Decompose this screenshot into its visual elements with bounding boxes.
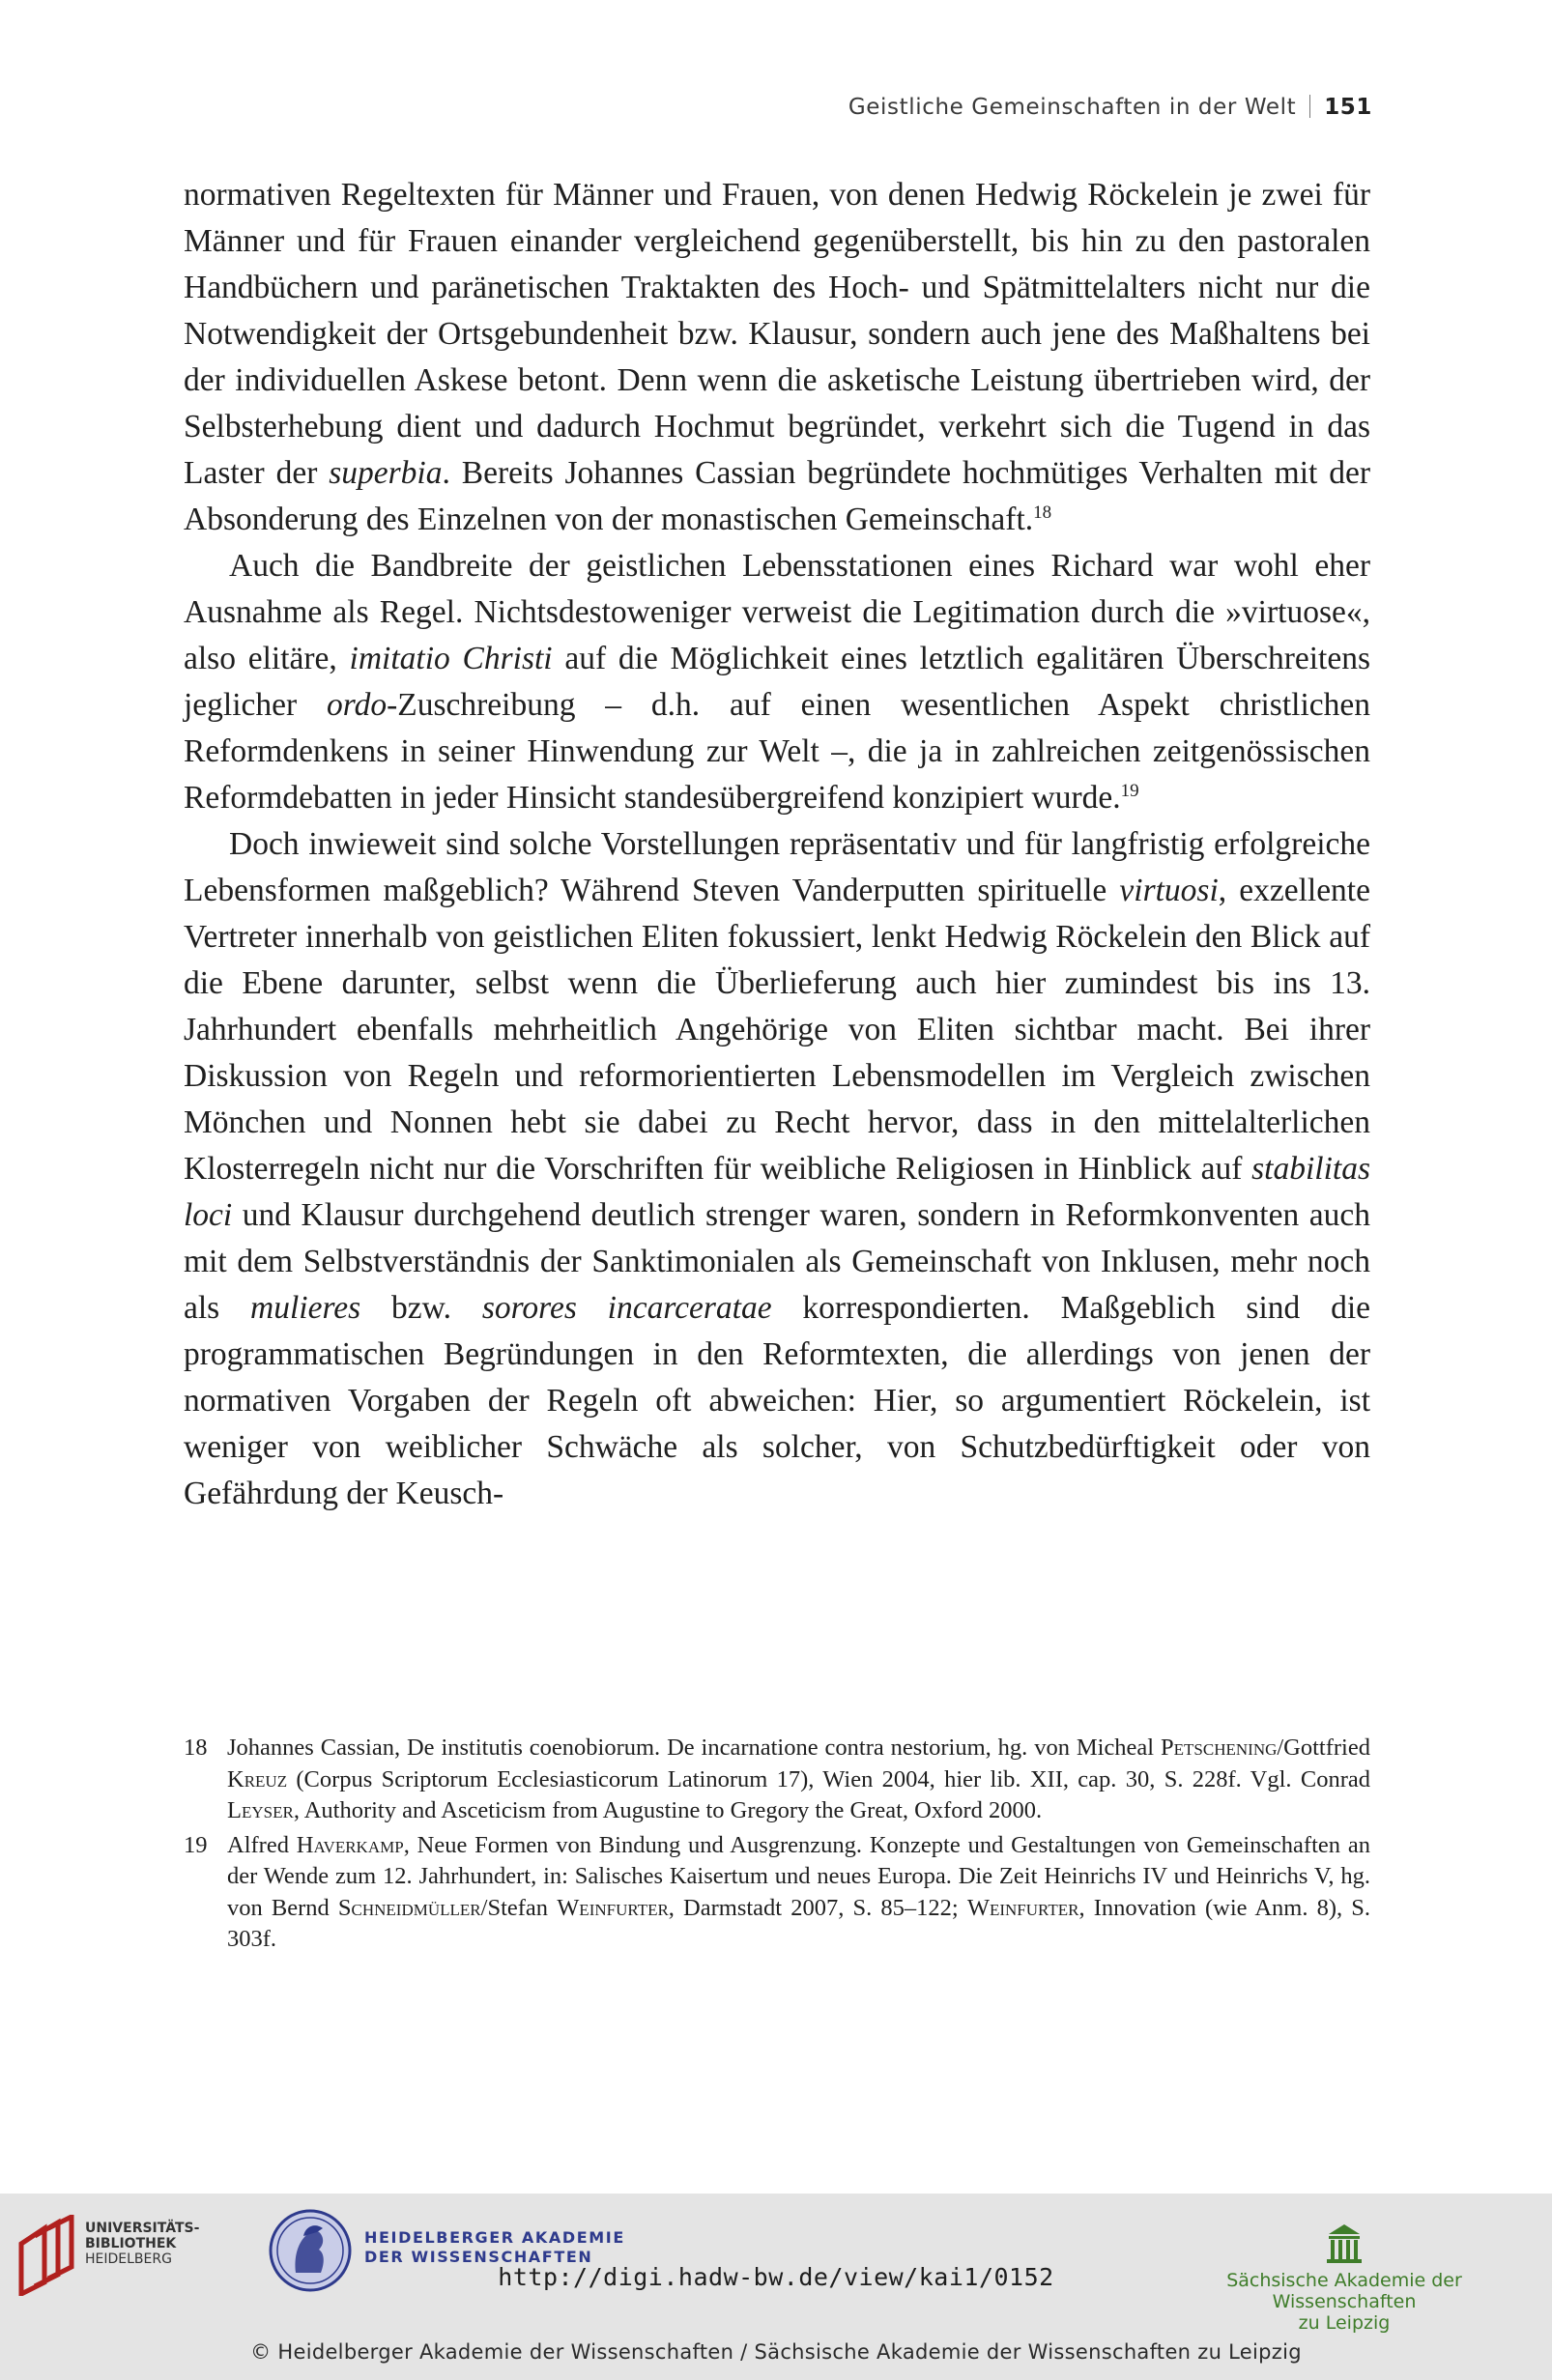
footnote-number: 19 (184, 1831, 208, 1858)
italic-term: stabilitas loci (184, 1151, 1370, 1233)
hadw-logo-text (364, 2228, 625, 2267)
italic-term: superbia (329, 455, 443, 491)
saw-building-icon (1325, 2221, 1364, 2265)
permalink-url[interactable]: http://digi.hadw-bw.de/view/kai1/0152 (498, 2263, 1054, 2291)
text-run: bzw. (360, 1290, 482, 1326)
running-title: Geistliche Gemeinschaften in der Welt (848, 95, 1297, 120)
footnote-18 (184, 1733, 1370, 1827)
text-run: auf die Möglichkeit eines letztlich egalitären Überschreitens jeglicher (184, 641, 1371, 723)
ub-line-2: BIBLIOTHEK (85, 2236, 177, 2251)
header-separator (1309, 95, 1310, 118)
author-name: Kreuz (227, 1765, 288, 1792)
text-run: normativen Regeltexten für Männer und Frauen, von denen Hedwig Röckelein je zwei für Männer und für Frauen einander vergleichend gegenüberstellt, bis hin zu den pastoralen Handbüchern und paränetischen Traktakten des Hoch- und Spätmittelalters nicht nur die Notwendigkeit der Ortsgebundenheit bzw. Klausur, sondern auch jene des Maßhaltens bei der individuellen Askese betont. Denn wenn die asketische Leistung übertrieben wird, der Selbsterhebung dient und dadurch Hochmut begründet, verkehrt sich die Tugend in das Laster der (184, 177, 1370, 491)
running-header (848, 95, 1372, 120)
footnotes (184, 1733, 1370, 1959)
paragraph-1 (184, 172, 1370, 543)
italic-term: imitatio Christi (349, 641, 553, 676)
text-run: /Gottfried (1277, 1735, 1370, 1761)
text-run: korrespondierten. Maßgeblich sind die programmatischen Begründungen in den Reformtexten, die allerdings von jenen der normativen Vorgaben der Regeln oft abweichen: Hier, so argumentiert Röckelein, ist weniger von weiblicher Schwäche als solcher, von Schutzbedürftigkeit oder von Gefährdung der Keusch- (184, 1290, 1371, 1511)
italic-term: virtuosi (1119, 873, 1219, 908)
footnote-19 (184, 1830, 1370, 1956)
text-run: und Klausur durchgehend deutlich strenger waren, sondern in Reformkonventen auch mit dem Selbstverständnis der Sanktimonialen als Gemeinschaft von Inklusen, mehr noch als (184, 1197, 1370, 1326)
text-run: (Corpus Scriptorum Ecclesiasticorum Latinorum 17), Wien 2004, hier lib. XII, cap. 30, S. 228f. Vgl. Conrad (287, 1765, 1370, 1792)
page-number: 151 (1324, 95, 1372, 120)
ub-line-3: HEIDELBERG (85, 2251, 172, 2267)
text-run: , Darmstadt 2007, S. 85–122; (668, 1894, 967, 1921)
paragraph-3 (184, 821, 1370, 1517)
footnote-number: 18 (184, 1735, 208, 1761)
text-run: , Authority and Asceticism from Augustine to Gregory the Great, Oxford 2000. (293, 1797, 1043, 1823)
text-run: -Zuschreibung – d.h. auf einen wesentlichen Aspekt christlichen Reformdenkens in seiner Hinwendung zur Welt –, die ja in zahlreichen zeitgenössischen Reformdebatten in jeder Hinsicht standesübergreifend konzipiert wurde. (184, 687, 1370, 816)
author-name: Leyser (227, 1797, 294, 1823)
text-run: Auch die Bandbreite der geistlichen Lebensstationen eines Richard war wohl eher Ausnahme als Regel. Nichtsdestoweniger verweist die Legitimation durch die »virtuose«, also elitäre, (184, 548, 1370, 676)
author-name: Schneidmüller (337, 1894, 481, 1921)
hadw-line-2: DER WISSENSCHAFTEN (364, 2248, 593, 2266)
ub-line-1: UNIVERSITÄTS- (85, 2221, 200, 2236)
author-name: Weinfurter (557, 1894, 669, 1921)
italic-term: ordo (327, 687, 388, 723)
italic-term: sorores incarceratae (481, 1290, 772, 1326)
text-run: , Neue Formen von Bindung und Ausgrenzung. Konzepte und Gestaltungen von Gemeinschaften an der Wende zum 12. Jahrhundert, in: Salisches Kaisertum und neues Europa. Die Zeit Heinrichs IV und Heinrichs V, hg. von Bernd (227, 1831, 1370, 1921)
author-name: Weinfurter (966, 1894, 1079, 1921)
hadw-line-1: HEIDELBERGER AKADEMIE (364, 2228, 625, 2247)
saw-line-2: zu Leipzig (1298, 2312, 1391, 2334)
author-name: Haverkamp (296, 1831, 404, 1858)
text-run: , exzellente Vertreter innerhalb von geistlichen Eliten fokussiert, lenkt Hedwig Röckelein den Blick auf die Ebene darunter, selbst wenn die Überlieferung auch hier zumindest bis ins 13. Jahrhundert ebenfalls mehrheitlich Angehörige von Eliten sichtbar macht. Bei ihrer Diskussion von Regeln und reformorientierten Lebensmodellen im Vergleich zwischen Mönchen und Nonnen hebt sie dabei zu Recht hervor, dass in den mittelalterlichen Klosterregeln nicht nur die Vorschriften für weibliche Religiosen in Hinblick auf (184, 873, 1370, 1187)
text-run: Johannes Cassian, De institutis coenobiorum. De incarnatione contra nestorium, hg. von Micheal (227, 1735, 1162, 1761)
text-run: Alfred (227, 1831, 297, 1858)
copyright-notice: © Heidelberger Akademie der Wissenschaften / Sächsische Akademie der Wissenschaften zu Leipzig (250, 2340, 1302, 2364)
paragraph-2 (184, 543, 1370, 821)
digitization-footer (0, 2194, 1552, 2380)
footnote-ref-19[interactable]: 19 (1120, 781, 1139, 801)
author-name: Petschening (1161, 1735, 1278, 1761)
ub-logo-text (85, 2221, 199, 2267)
text-run: , Innovation (wie Anm. 8), S. 303f. (227, 1894, 1370, 1952)
text-run: . Bereits Johannes Cassian begründete hochmütiges Verhalten mit der Absonderung des Einzelnen von der monastischen Gemeinschaft. (184, 455, 1370, 537)
text-run: Doch inwieweit sind solche Vorstellungen repräsentativ und für langfristig erfolgreiche Lebensformen maßgeblich? Während Steven Vanderputten spirituelle (184, 826, 1370, 908)
italic-term: mulieres (250, 1290, 361, 1326)
footnote-ref-18[interactable]: 18 (1033, 502, 1052, 523)
main-text (184, 172, 1370, 1517)
saw-line-1: Sächsische Akademie der Wissenschaften (1226, 2270, 1462, 2312)
text-run: /Stefan (480, 1894, 558, 1921)
